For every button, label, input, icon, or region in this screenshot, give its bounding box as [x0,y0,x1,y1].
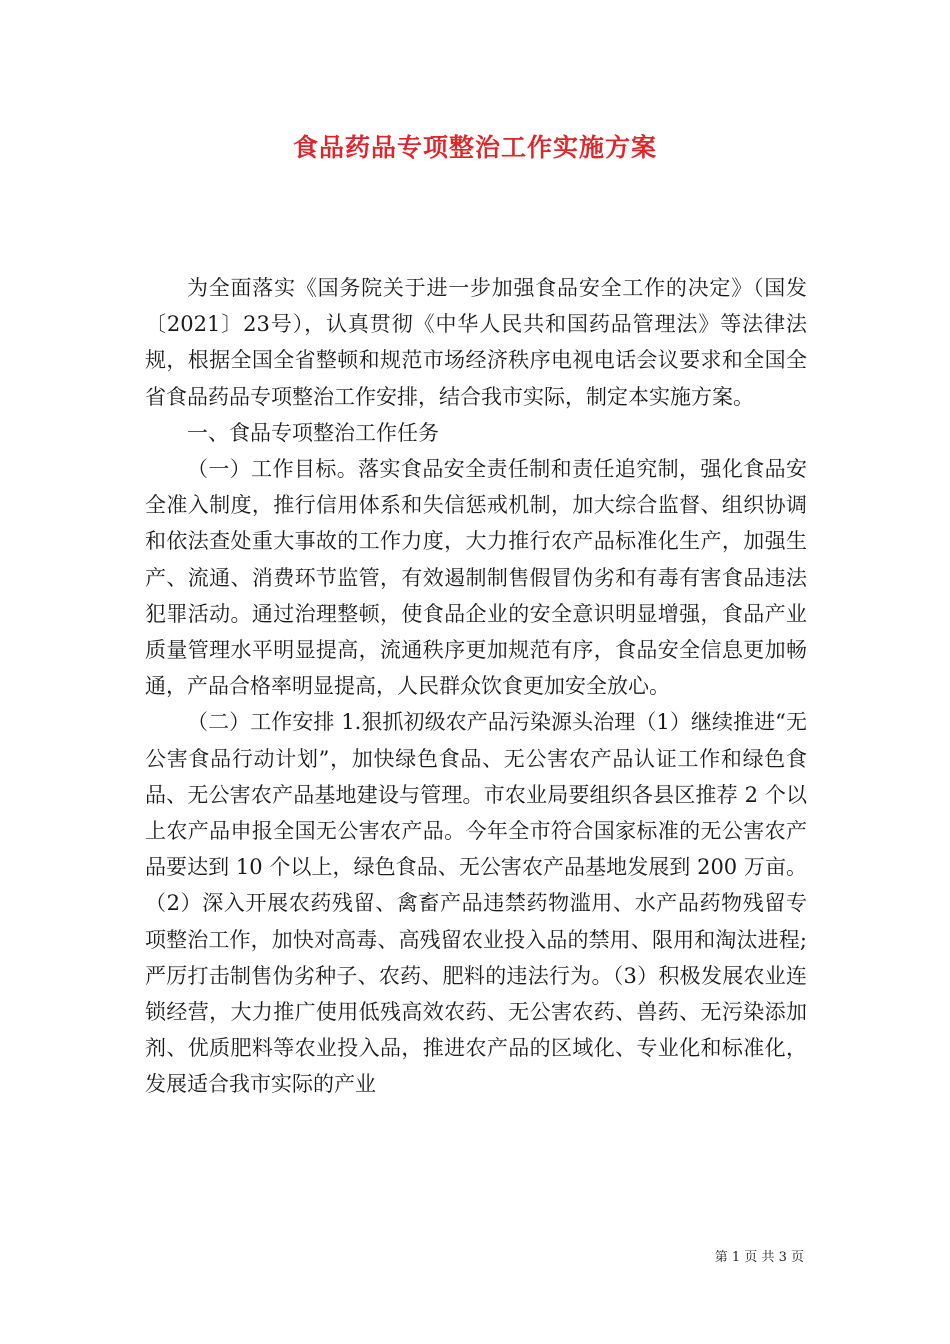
paragraph-intro: 为全面落实《国务院关于进一步加强食品安全工作的决定》（国发〔2021〕23号），认真贯彻《中华人民共和国药品管理法》等法律法规，根据全国全省整顿和规范市场经济秩序电视电话会议要求和全国全省食品药品专项整治工作安排，结合我市实际，制定本实施方案。 [145,276,807,409]
page-title: 食品药品专项整治工作实施方案 [292,133,657,162]
page-number: 第 1 页 共 3 页 [714,1250,804,1265]
section-heading-food-tasks: 一、食品专项整治工作任务 [187,420,439,445]
paragraph-work-goals: （一）工作目标。落实食品安全责任制和责任追究制，强化食品安全准入制度，推行信用体系和失信惩戒机制，加大综合监督、组织协调和依法查处重大事故的工作力度，大力推行农产品标准化生产，加强生产、流通、消费环节监管，有效遏制制售假冒伪劣和有毒有害食品违法犯罪活动。通过治理整顿，使食品企业的安全意识明显增强，食品产业质量管理水平明显提高，流通秩序更加规范有序，食品安全信息更加畅通，产品合格率明显提高，人民群众饮食更加安全放心。 [145,457,807,699]
document-body [145,270,807,1103]
paragraph-work-arrangements: （二）工作安排 1.狠抓初级农产品污染源头治理（1）继续推进“无公害食品行动计划”，加快绿色食品、无公害农产品认证工作和绿色食品、无公害农产品基地建设与管理。市农业局要组织各县区推荐 2 个以上农产品申报全国无公害农产品。今年全市符合国家标准的无公害农产品要达到 10 个以上，绿色食品、无公害农产品基地发展到 200 万亩。（2）深入开展农药残留、禽畜产品违禁药物滥用、水产品药物残留专项整治工作，加快对高毒、高残留农业投入品的禁用、限用和淘汰进程;严厉打击制售伪劣种子、农药、肥料的违法行为。（3）积极发展农业连锁经营，大力推广使用低残高效农药、无公害农药、兽药、无污染添加剂、优质肥料等农业投入品，推进农产品的区域化、专业化和标准化，发展适合我市实际的产业 [145,710,807,1097]
